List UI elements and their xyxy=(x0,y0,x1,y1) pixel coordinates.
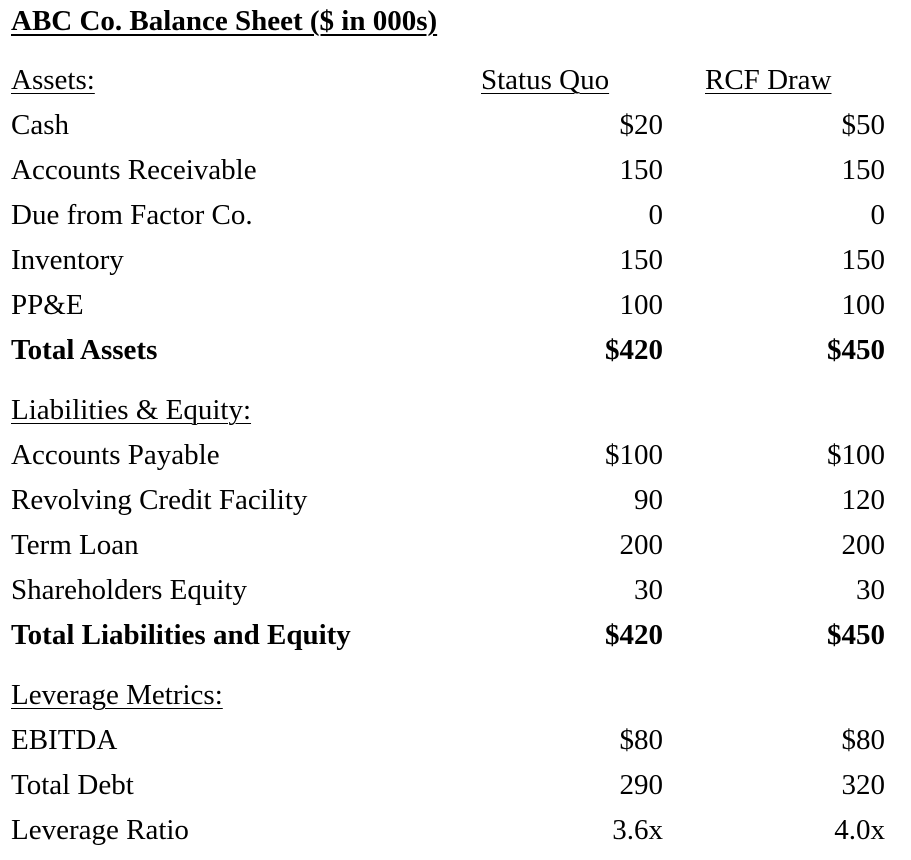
row-label: Accounts Payable xyxy=(11,439,220,471)
table-row xyxy=(0,283,911,328)
rcf-draw-value: 100 xyxy=(841,289,885,321)
status-quo-value: $20 xyxy=(619,109,663,141)
row-label: PP&E xyxy=(11,289,84,321)
table-row xyxy=(0,568,911,613)
leverage-section-label: Leverage Metrics: xyxy=(11,679,223,711)
status-quo-value: 100 xyxy=(619,289,663,321)
row-label: Total Debt xyxy=(11,769,134,801)
status-quo-value: $80 xyxy=(619,724,663,756)
total-liabilities-equity-row xyxy=(0,613,911,658)
row-label: Shareholders Equity xyxy=(11,574,247,606)
row-label: Total Assets xyxy=(11,334,158,366)
status-quo-value: $420 xyxy=(605,619,663,651)
rcf-draw-value: 0 xyxy=(870,199,885,231)
page-title: ABC Co. Balance Sheet ($ in 000s) xyxy=(11,5,438,37)
leverage-header-row xyxy=(0,673,911,718)
rcf-draw-value: $80 xyxy=(841,724,885,756)
table-row xyxy=(0,808,911,853)
column-header-rcf-draw: RCF Draw xyxy=(705,64,832,96)
status-quo-value: $100 xyxy=(605,439,663,471)
row-label: Accounts Receivable xyxy=(11,154,257,186)
row-label: Revolving Credit Facility xyxy=(11,484,308,516)
table-row xyxy=(0,103,911,148)
row-label: Due from Factor Co. xyxy=(11,199,253,231)
status-quo-value: 200 xyxy=(619,529,663,561)
status-quo-value: $420 xyxy=(605,334,663,366)
row-label: Cash xyxy=(11,109,69,141)
status-quo-value: 90 xyxy=(634,484,663,516)
status-quo-value: 30 xyxy=(634,574,663,606)
liabilities-header-row xyxy=(0,388,911,433)
rcf-draw-value: $100 xyxy=(827,439,885,471)
assets-section-label: Assets: xyxy=(11,64,95,96)
rcf-draw-value: $50 xyxy=(841,109,885,141)
column-header-status-quo: Status Quo xyxy=(481,64,610,96)
row-label: Inventory xyxy=(11,244,124,276)
row-label: EBITDA xyxy=(11,724,118,756)
table-row xyxy=(0,478,911,523)
rcf-draw-value: $450 xyxy=(827,619,885,651)
status-quo-value: 3.6x xyxy=(612,814,663,846)
assets-header-row xyxy=(0,58,911,103)
rcf-draw-value: 150 xyxy=(841,154,885,186)
status-quo-value: 0 xyxy=(648,199,663,231)
rcf-draw-value: 320 xyxy=(841,769,885,801)
row-label: Term Loan xyxy=(11,529,139,561)
total-assets-row xyxy=(0,328,911,373)
table-row xyxy=(0,718,911,763)
rcf-draw-value: 200 xyxy=(841,529,885,561)
table-row xyxy=(0,238,911,283)
row-label: Leverage Ratio xyxy=(11,814,189,846)
rcf-draw-value: 150 xyxy=(841,244,885,276)
row-label: Total Liabilities and Equity xyxy=(11,619,351,651)
status-quo-value: 290 xyxy=(619,769,663,801)
rcf-draw-value: 120 xyxy=(841,484,885,516)
rcf-draw-value: $450 xyxy=(827,334,885,366)
table-row xyxy=(0,523,911,568)
table-row xyxy=(0,433,911,478)
table-row xyxy=(0,193,911,238)
table-row xyxy=(0,148,911,193)
table-row xyxy=(0,763,911,808)
rcf-draw-value: 4.0x xyxy=(834,814,885,846)
status-quo-value: 150 xyxy=(619,244,663,276)
rcf-draw-value: 30 xyxy=(856,574,885,606)
liabilities-section-label: Liabilities & Equity: xyxy=(11,394,252,426)
status-quo-value: 150 xyxy=(619,154,663,186)
